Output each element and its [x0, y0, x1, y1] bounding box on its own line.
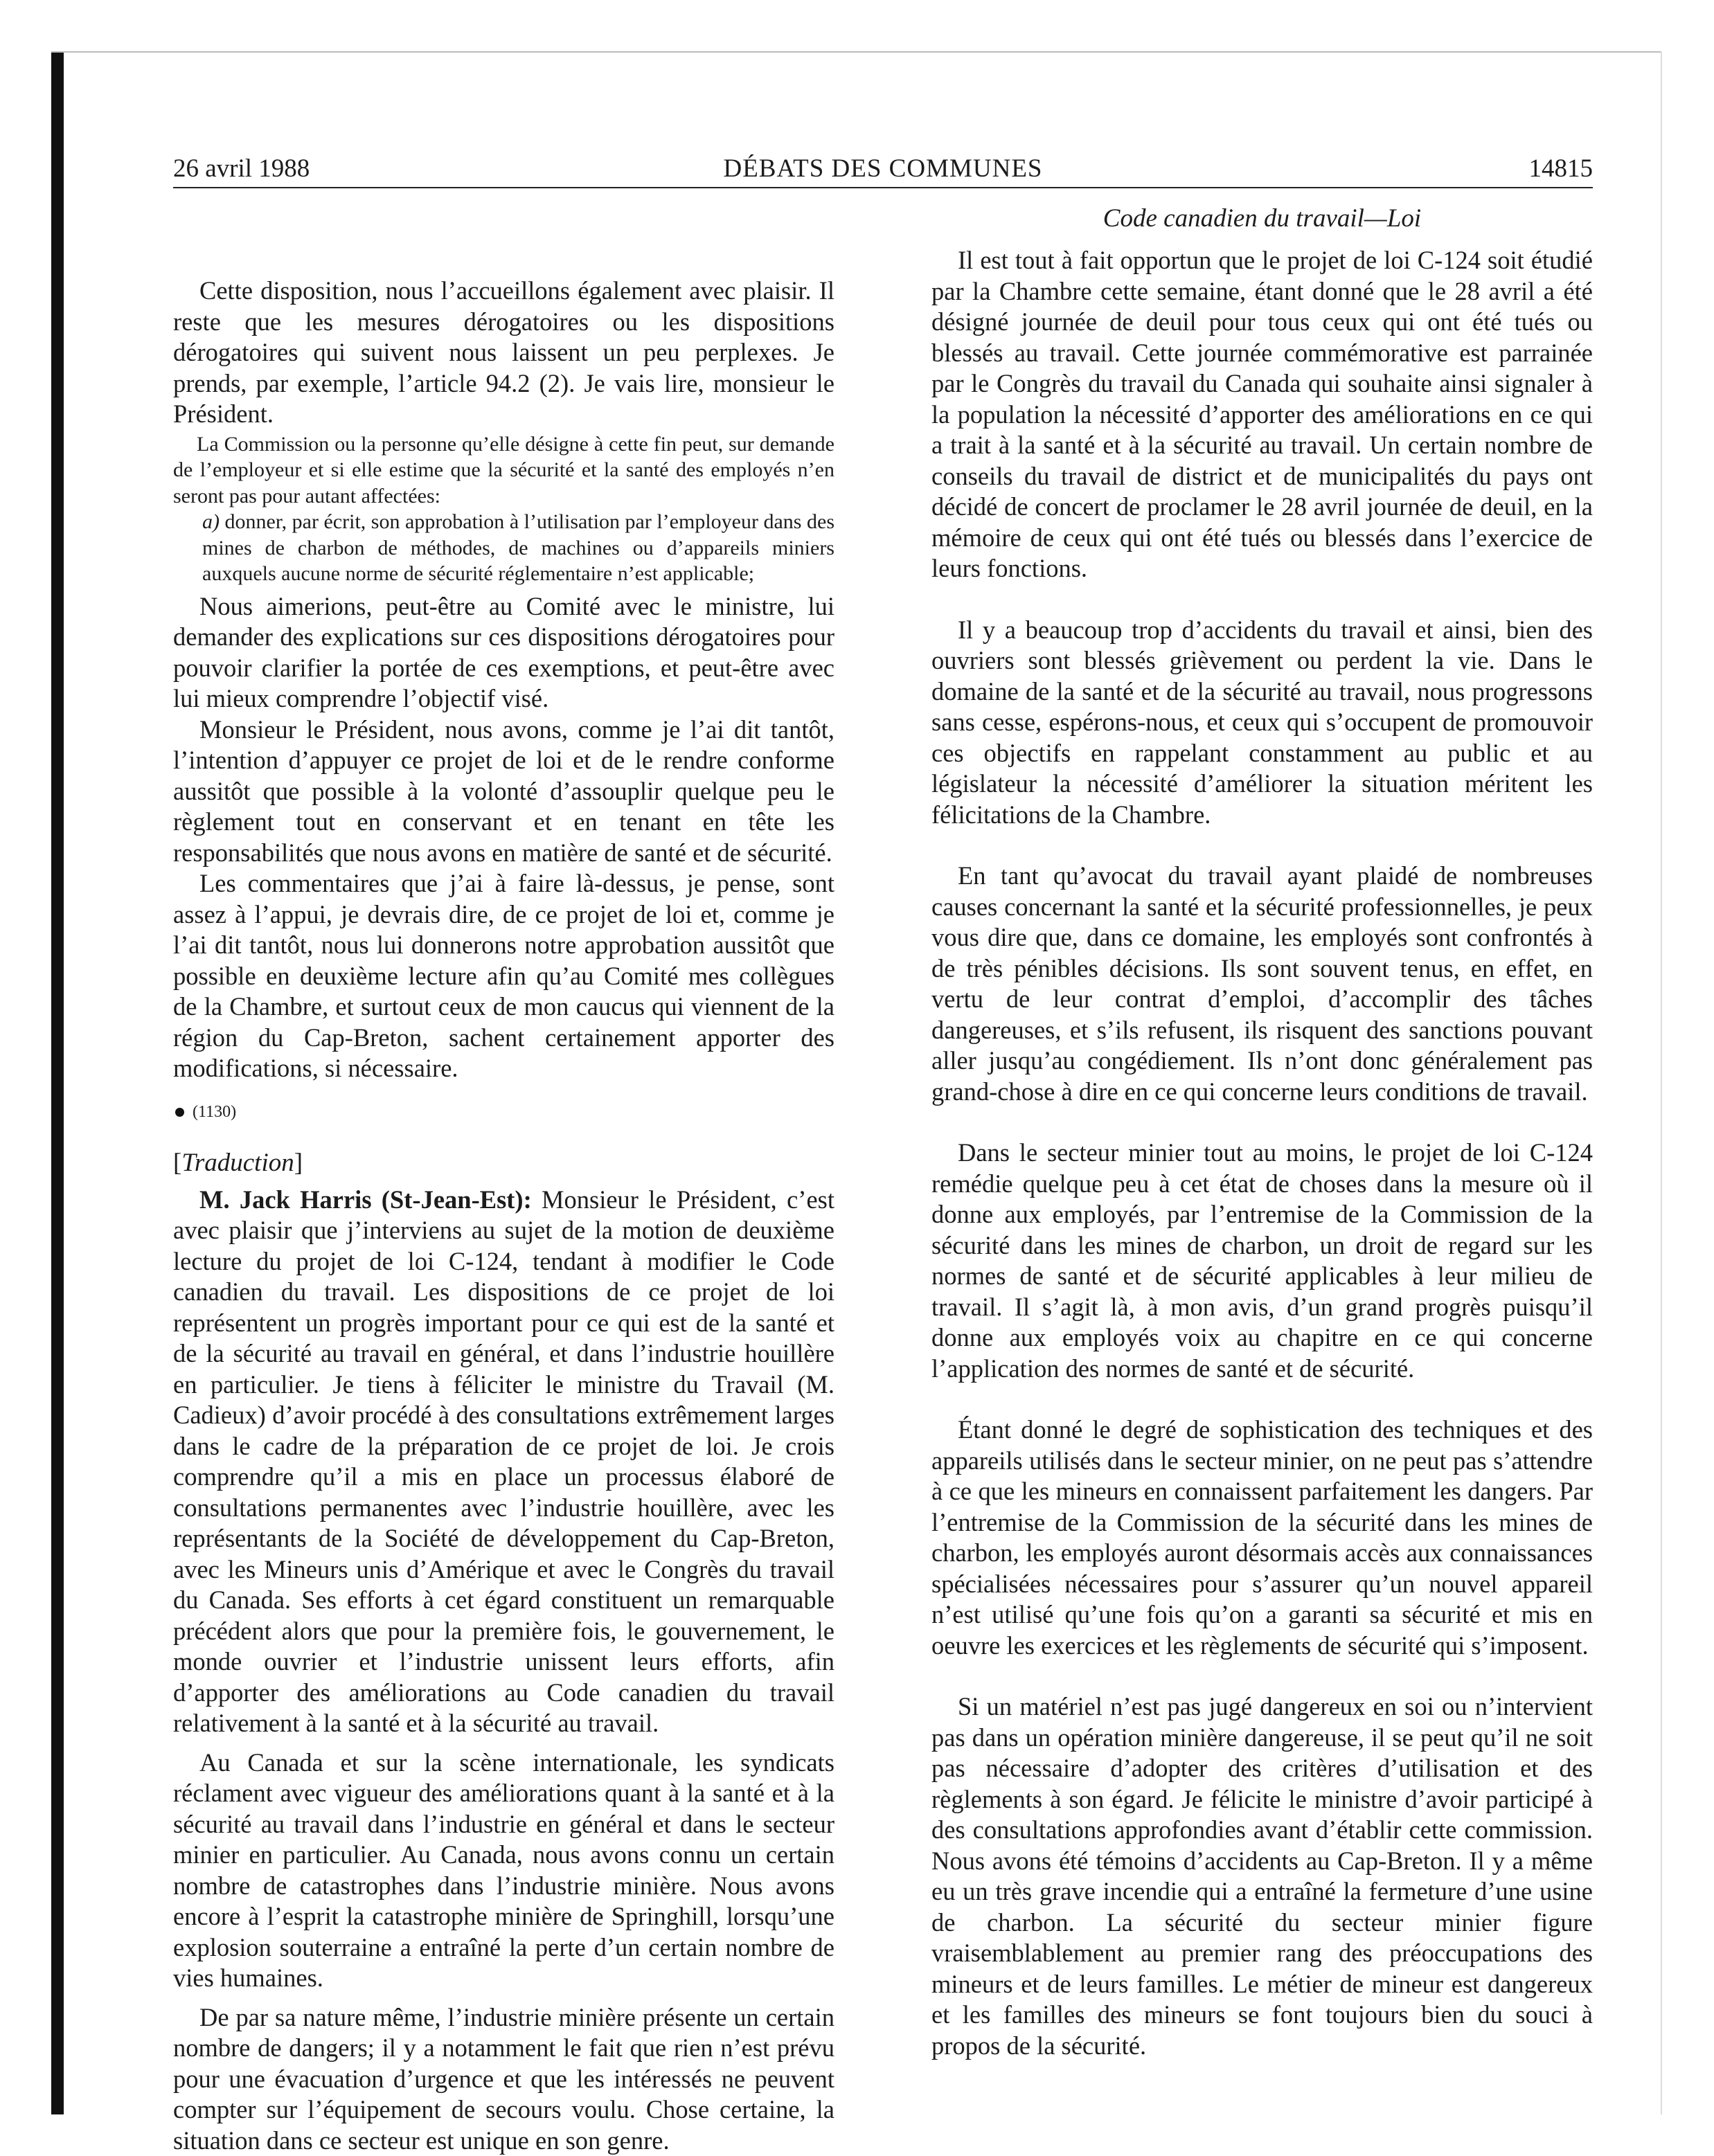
- scan-border-left: [51, 51, 64, 2114]
- document-page: [173, 143, 1593, 2081]
- paragraph: Au Canada et sur la scène internationale, les syndicats réclament avec vigueur des améliorations quant à la santé et à la sécurité au travail dans l’industrie en général et dans le secteur minier en particulier. Au Canada, nous avons connu un certain nombre de catastrophes dans l’industrie minière. Nous avons encore à l’esprit la catastrophe minière de Springhill, lorsqu’une explosion souterraine a entraîné la perte d’un certain nombre de vies humaines.: [173, 1748, 834, 1994]
- header-rule: [173, 187, 1593, 188]
- translation-label: [Traduction]: [173, 1148, 834, 1179]
- speaker-name: M. Jack Harris (St-Jean-Est):: [199, 1185, 532, 1214]
- quoted-legislation: [173, 431, 834, 587]
- quote-item-text: donner, par écrit, son approbation à l’utilisation par l’employeur dans des mines de charbon de méthodes, de machines ou d’appareils miniers auxquels aucune norme de sécurité réglementaire n’est applicable;: [202, 510, 834, 585]
- paragraph: Les commentaires que j’ai à faire là-dessus, je pense, sont assez à l’appui, je devrais dire, de ce projet de loi et, comme je l’ai dit tantôt, nous lui donnerons notre approbation aussitôt que possible en deuxième lecture afin qu’au Comité mes collègues de la Chambre, et surtout ceux de mon caucus qui viennent de la région du Cap-Breton, sachent certainement apporter des modifications, si nécessaire.: [173, 868, 834, 1084]
- header-page-number: 14815: [1529, 154, 1594, 183]
- time-marker-text: (1130): [193, 1103, 236, 1121]
- scan-border-right: [1661, 51, 1662, 2114]
- header-date: 26 avril 1988: [173, 154, 310, 183]
- header-publication-title: DÉBATS DES COMMUNES: [173, 154, 1593, 183]
- paragraph: Dans le secteur minier tout au moins, le projet de loi C-124 remédie quelque peu à cet état de choses dans la mesure où il donne aux employés, par l’entremise de la Commission de la sécurité dans les mines de charbon, un droit de regard sur les normes de santé et de sécurité applicables à leur milieu de travail. Il s’agit là, à mon avis, d’un grand progrès puisqu’il donne aux employés voix au chapitre en ce qui concerne l’application des normes de santé et de sécurité.: [931, 1138, 1593, 1384]
- quote-item: [173, 509, 834, 587]
- speaker-paragraph: [173, 1185, 834, 1739]
- right-column: [931, 245, 1593, 2059]
- speaker-paragraph-text: Monsieur le Président, c’est avec plaisir que j’interviens au sujet de la motion de deuxième lecture du projet de loi C-124, tendant à modifier le Code canadien du travail. Les dispositions de ce projet de loi représentent un progrès important pour ce qui est de la santé et de la sécurité au travail en général, et dans l’industrie houillère en particulier. Je tiens à féliciter le ministre du Travail (M. Cadieux) d’avoir procédé à des consultations extrêmement larges dans le cadre de la préparation de ce projet de loi. Je crois comprendre qu’il a mis en place un processus élaboré de consultations permanentes avec l’industrie houillère, avec les représentants de la Société de développement du Cap-Breton, avec les Mineurs unis d’Amérique et avec le Congrès du travail du Canada. Ses efforts à cet égard constituent un remarquable précédent alors que pour la première fois, le gouvernement, le monde ouvrier et l’industrie unissent leurs efforts, afin d’apporter des améliorations au Code canadien du travail relativement à la santé et à la sécurité au travail.: [173, 1185, 834, 1738]
- paragraph: Il y a beaucoup trop d’accidents du travail et ainsi, bien des ouvriers sont blessés grièvement ou perdent la vie. Dans le domaine de la santé et de la sécurité au travail, nous progressons sans cesse, espérons-nous, et ceux qui s’occupent de promouvoir ces objectifs en rappelant constamment au public et au législateur la nécessité d’améliorer la situation méritent les félicitations de la Chambre.: [931, 615, 1593, 831]
- paragraph: Étant donné le degré de sophistication des techniques et des appareils utilisés dans le secteur minier, on ne peut pas s’attendre à ce que les mineurs en connaissent parfaitement les dangers. Par l’entremise de la Commission de la sécurité dans les mines de charbon, les employés auront désormais accès aux connaissances spécialisées nécessaires pour s’assurer qu’un nouvel appareil n’est utilisé qu’une fois qu’on a garanti sa sécurité et mis en oeuvre les exercices et les règlements de sécurité qui s’imposent.: [931, 1414, 1593, 1661]
- translation-label-text: Traduction: [181, 1149, 294, 1177]
- paragraph: Si un matériel n’est pas jugé dangereux en soi ou n’intervient pas dans un opération minière dangereuse, il se peut qu’il ne soit pas nécessaire d’adopter des critères d’utilisation et des règlements à son égard. Je félicite le ministre d’avoir participé à des consultations approfondies avant d’établir cette commission. Nous avons été témoins d’accidents au Cap-Breton. Il y a même eu un très grave incendie qui a entraîné la fermeture d’une usine de charbon. La sécurité du secteur minier figure vraisemblablement au premier rang des préoccupations des mineurs et de leurs familles. Le métier de mineur est dangereux et les familles des mineurs se font toujours bien du souci à propos de la sécurité.: [931, 1691, 1593, 2061]
- running-header: [173, 154, 1593, 188]
- quote-intro: La Commission ou la personne qu’elle désigne à cette fin peut, sur demande de l’employeur et si elle estime que la sécurité et la santé des employés n’en seront pas pour autant affectées:: [173, 431, 834, 510]
- paragraph: Nous aimerions, peut-être au Comité avec le ministre, lui demander des explications sur ces dispositions dérogatoires pour pouvoir clarifier la portée de ces exemptions, et peut-être avec lui mieux comprendre l’objectif visé.: [173, 591, 834, 715]
- paragraph: Il est tout à fait opportun que le projet de loi C-124 soit étudié par la Chambre cette semaine, étant donné que le 28 avril a été désigné journée de deuil pour tous ceux qui ont été tués ou blessés au travail. Cette journée commémorative est parrainée par le Congrès du travail du Canada qui souhaite ainsi signaler à la population la nécessité d’apporter des améliorations en ce qui a trait à la santé et à la sécurité au travail. Un certain nombre de conseils du travail de district et de municipalités du pays ont décidé de concert de proclamer le 28 avril journée de deuil, en la mémoire de ceux qui ont été tués ou blessés dans l’exercice de leurs fonctions.: [931, 245, 1593, 584]
- paragraph: En tant qu’avocat du travail ayant plaidé de nombreuses causes concernant la santé et la sécurité professionnelles, je peux vous dire que, dans ce domaine, les employés sont confrontés à de très pénibles décisions. Ils sont souvent tenus, en effet, en vertu de leur contrat d’emploi, d’accomplir des tâches dangereuses, et s’ils refusent, ils risquent des sanctions pouvant aller jusqu’au congédiement. Ils n’ont donc généralement pas grand-chose à dire en ce qui concerne leurs conditions de travail.: [931, 861, 1593, 1107]
- paragraph: De par sa nature même, l’industrie minière présente un certain nombre de dangers; il y a notamment le fait que rien n’est prévu pour une évacuation d’urgence et que les intéressés ne peuvent compter sur l’équipement de secours voulu. Chose certaine, la situation dans ce secteur est unique en son genre.: [173, 2002, 834, 2156]
- paragraph: Monsieur le Président, nous avons, comme je l’ai dit tantôt, l’intention d’appuyer ce projet de loi et de le rendre conforme aussitôt que possible à la volonté d’assouplir quelque peu le règlement tout en conservant et en tenant en tête les responsabilités que nous avons en matière de santé et de sécurité.: [173, 715, 834, 869]
- left-column: [173, 245, 834, 2059]
- paragraph: Cette disposition, nous l’accueillons également avec plaisir. Il reste que les mesures dérogatoires ou les dispositions dérogatoires qui suivent nous laissent un peu perplexes. Je prends, par exemple, l’article 94.2 (2). Je vais lire, monsieur le Président.: [173, 276, 834, 430]
- section-title: Code canadien du travail—Loi: [931, 204, 1593, 235]
- time-marker: [173, 1097, 834, 1128]
- quote-item-marker: a): [202, 510, 220, 533]
- scan-border-top: [51, 51, 1661, 53]
- bullet-icon: [175, 1108, 184, 1117]
